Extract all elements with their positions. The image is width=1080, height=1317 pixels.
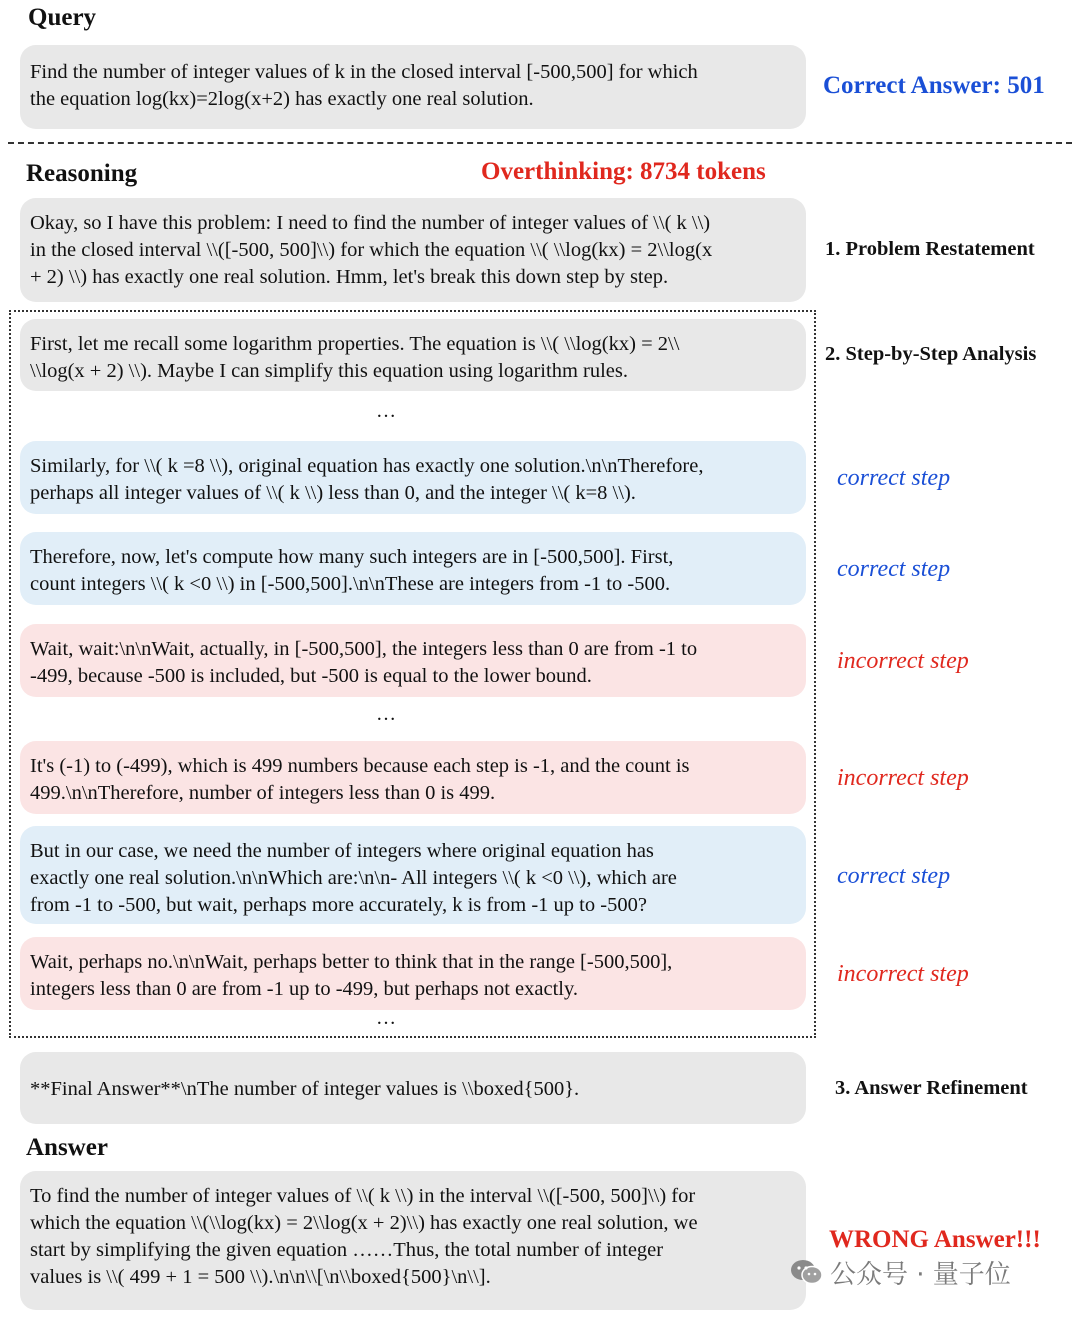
reasoning-heading: Reasoning: [26, 160, 138, 187]
step-box: It's (-1) to (-499), which is 499 numbers because each step is -1, and the count is 499.\n\nTherefore, number of integers less than 0 is 499.: [20, 741, 806, 814]
step-box: Therefore, now, let's compute how many such integers are in [-500,500]. First, count integers \\( k <0 \\) in [-500,500].\n\nThese are integers from -1 to -500.: [20, 532, 806, 605]
step-tag: incorrect step: [837, 765, 969, 791]
wechat-icon: [790, 1258, 824, 1293]
step-box: Wait, perhaps no.\n\nWait, perhaps better to think that in the range [-500,500], integers less than 0 are from -1 up to -499, but perhaps not exactly.: [20, 937, 806, 1010]
step-tag: incorrect step: [837, 961, 969, 987]
answer-refinement-label: 3. Answer Refinement: [835, 1077, 1028, 1099]
problem-restatement-box: Okay, so I have this problem: I need to find the number of integer values of \\( k \\) in the closed interval \\([-500, 500]\\) for which the equation \\( \\log(kx) = 2\\log(x + 2) \\) has exactly one real solution. Hmm, let's break this down step by step.: [20, 198, 806, 302]
watermark-text: 公众号 · 量子位: [830, 1260, 1011, 1290]
answer-heading: Answer: [26, 1134, 108, 1161]
ellipsis: …: [376, 400, 396, 422]
step-box: But in our case, we need the number of integers where original equation has exactly one real solution.\n\nWhich are:\n\n- All integers \\( k <0 \\), which are from -1 to -500, but wait, perhaps more accurately, k is from -1 up to -500?: [20, 826, 806, 924]
step-tag: correct step: [837, 465, 951, 491]
problem-restatement-label: 1. Problem Restatement: [825, 238, 1035, 260]
watermark: [790, 1254, 1011, 1293]
final-answer-box: **Final Answer**\nThe number of integer values is \\boxed{500}.: [20, 1052, 806, 1124]
ellipsis: …: [376, 1007, 396, 1029]
step-tag: correct step: [837, 863, 951, 889]
step-analysis-label: 2. Step-by-Step Analysis: [825, 343, 1037, 365]
overthinking-label: Overthinking: 8734 tokens: [481, 158, 766, 185]
ellipsis: …: [376, 703, 396, 725]
query-heading: Query: [28, 4, 97, 31]
answer-box: To find the number of integer values of \\( k \\) in the interval \\([-500, 500]\\) for which the equation \\(\\log(kx) = 2\\log(x + 2)\\) has exactly one real solution, we start by simplifying the given equation ……Thus, the total number of integer values is \\( 499 + 1 = 500 \\).\n\n\\[\n\\boxed{500}\n\\].: [20, 1171, 806, 1310]
correct-answer: Correct Answer: 501: [823, 72, 1045, 99]
wrong-answer-label: WRONG Answer!!!: [829, 1226, 1041, 1253]
query-box: Find the number of integer values of k in the closed interval [-500,500] for which the equation log(kx)=2log(x+2) has exactly one real solution.: [20, 45, 806, 129]
analysis-first-box: First, let me recall some logarithm properties. The equation is \\( \\log(kx) = 2\\ \\log(x + 2) \\). Maybe I can simplify this equation using logarithm rules.: [20, 319, 806, 391]
step-tag: incorrect step: [837, 648, 969, 674]
section-divider: [8, 142, 1072, 144]
step-box: Wait, wait:\n\nWait, actually, in [-500,500], the integers less than 0 are from -1 to -499, because -500 is included, but -500 is equal to the lower bound.: [20, 624, 806, 697]
step-tag: correct step: [837, 556, 951, 582]
step-box: Similarly, for \\( k =8 \\), original equation has exactly one solution.\n\nTherefore, perhaps all integer values of \\( k \\) less than 0, and the integer \\( k=8 \\).: [20, 441, 806, 514]
